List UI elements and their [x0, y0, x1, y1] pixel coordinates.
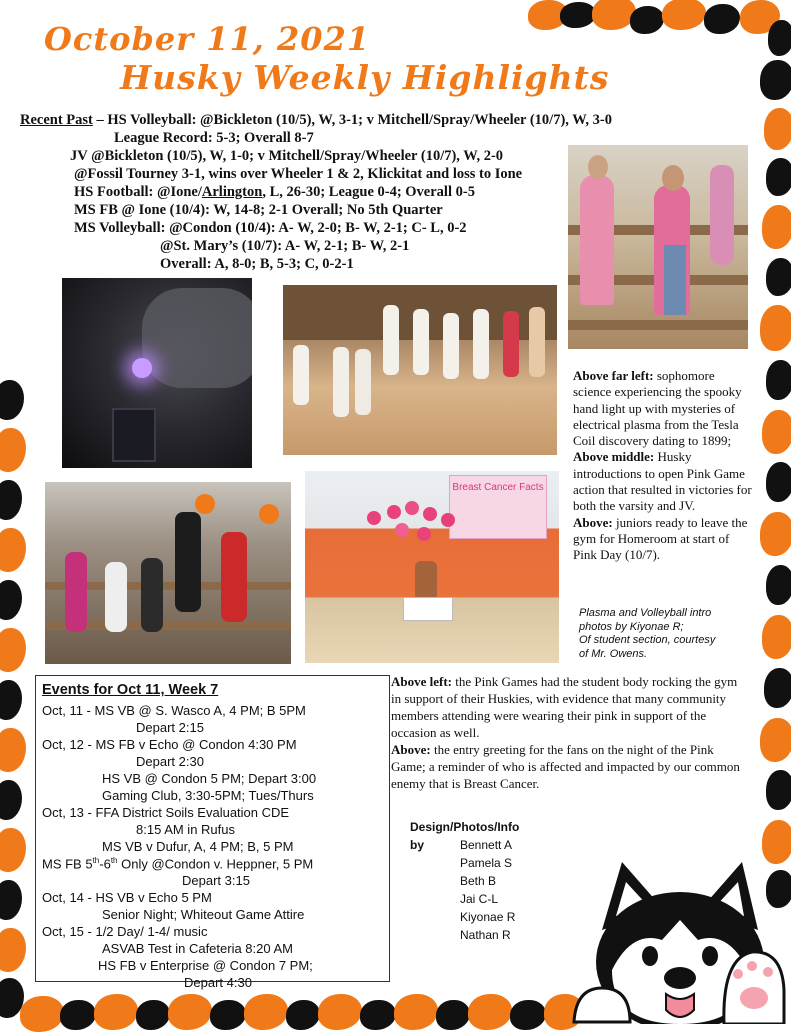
event-line: Depart 3:15: [182, 873, 250, 888]
tesla-coil-photo: [62, 278, 252, 468]
event-line: Oct, 11 - MS VB @ S. Wasco A, 4 PM; B 5PM: [42, 703, 306, 718]
photo-credit: Plasma and Volleyball intro photos by Kiyonae R; Of student section, courtesy of Mr. Owens.: [579, 607, 716, 660]
event-line: 8:15 AM in Rufus: [136, 822, 235, 837]
event-line: Oct, 12 - MS FB v Echo @ Condon 4:30 PM: [42, 737, 297, 752]
credit-name: Bennett A: [460, 838, 513, 852]
pink-roses-photo: [305, 471, 559, 663]
event-line: Oct, 14 - HS VB v Echo 5 PM: [42, 890, 212, 905]
event-line: MS VB v Dufur, A, 4 PM; B, 5 PM: [102, 839, 294, 854]
breast-cancer-poster: Breast Cancer Facts: [449, 475, 547, 539]
recent-line-3: JV @Bickleton (10/5), W, 1-0; v Mitchell/Spray/Wheeler (10/7), W, 2-0: [70, 148, 504, 164]
recent-line-overall: Overall: A, 8-0; B, 5-3; C, 0-2-1: [160, 256, 354, 272]
student-section-photo: [45, 482, 291, 664]
credit-name: Beth B: [460, 874, 497, 888]
recent-line-football: HS Football: @Ione/Arlington, L, 26-30; League 0-4; Overall 0-5: [74, 184, 475, 200]
recent-label: Recent Past: [20, 112, 93, 128]
juniors-photo: [568, 145, 748, 349]
event-line: ASVAB Test in Cafeteria 8:20 AM: [102, 941, 294, 956]
photo-captions: Above far left: sophomore science experiencing the spooky hand light up with mysteries of electrical plasma from the Tesla Coil discovery dating to 1899; Above middle: Husky introductions to open Pink Game action that resulted in victories for both the varsity and JV. Above: juniors ready to leave the gym for Homeroom at start of Pink Day (10/7).: [573, 368, 752, 563]
recent-line-2: League Record: 5-3; Overall 8-7: [114, 130, 314, 146]
event-line: Gaming Club, 3:30-5PM; Tues/Thurs: [102, 788, 314, 803]
recent-line-msvb: MS Volleyball: @Condon (10/4): A- W, 2-0; B- W, 2-1; C- L, 0-2: [74, 220, 467, 236]
credits-heading: Design/Photos/Info: [410, 820, 520, 834]
credit-name: Kiyonae R: [460, 910, 516, 924]
credit-name: Jai C-L: [460, 892, 499, 906]
newsletter-date: October 11, 2021: [44, 20, 371, 58]
events-heading: Events for Oct 11, Week 7: [42, 682, 219, 698]
newsletter-title: Husky Weekly Highlights: [120, 58, 610, 97]
event-line: Depart 2:15: [136, 720, 204, 735]
event-line: Senior Night; Whiteout Game Attire: [102, 907, 305, 922]
lower-captions: Above left: the Pink Games had the student body rocking the gym in support of their Huskies, with evidence that many community members attending were wearing their pink in support of the occasion as well. Above: the entry greeting for the fans on the night of the Pink Game; a reminder of who is affected and impacted by our common enemy that is Breast Cancer.: [391, 674, 740, 791]
credit-name: Pamela S: [460, 856, 513, 870]
volleyball-intro-photo: [283, 285, 557, 455]
event-line: HS FB v Enterprise @ Condon 7 PM;: [98, 958, 313, 973]
event-line: HS VB @ Condon 5 PM; Depart 3:00: [102, 771, 317, 786]
recent-line-msfb: MS FB @ Ione (10/4): W, 14-8; 2-1 Overall; No 5th Quarter: [74, 202, 443, 218]
recent-line-stmarys: @St. Mary’s (10/7): A- W, 2-1; B- W, 2-1: [160, 238, 410, 254]
event-line: Oct, 15 - 1/2 Day/ 1-4/ music: [42, 924, 208, 939]
event-line: Depart 2:30: [136, 754, 204, 769]
recent-line-4: @Fossil Tourney 3-1, wins over Wheeler 1 & 2, Klickitat and loss to Ione: [74, 166, 523, 182]
credits-by: by: [410, 838, 425, 852]
event-line-msfb: MS FB 5th-6th Only @Condon v. Heppner, 5 PM: [42, 856, 314, 872]
events-box: [35, 675, 390, 990]
event-line: Oct, 13 - FFA District Soils Evaluation CDE: [42, 805, 290, 820]
recent-line-1: Recent Past – HS Volleyball: @Bickleton (10/5), W, 3-1; v Mitchell/Spray/Wheeler (10/7), W, 3-0: [20, 112, 613, 128]
husky-dog-icon: [572, 860, 791, 1024]
event-line: Depart 4:30: [184, 975, 252, 990]
credit-name: Nathan R: [460, 928, 511, 942]
